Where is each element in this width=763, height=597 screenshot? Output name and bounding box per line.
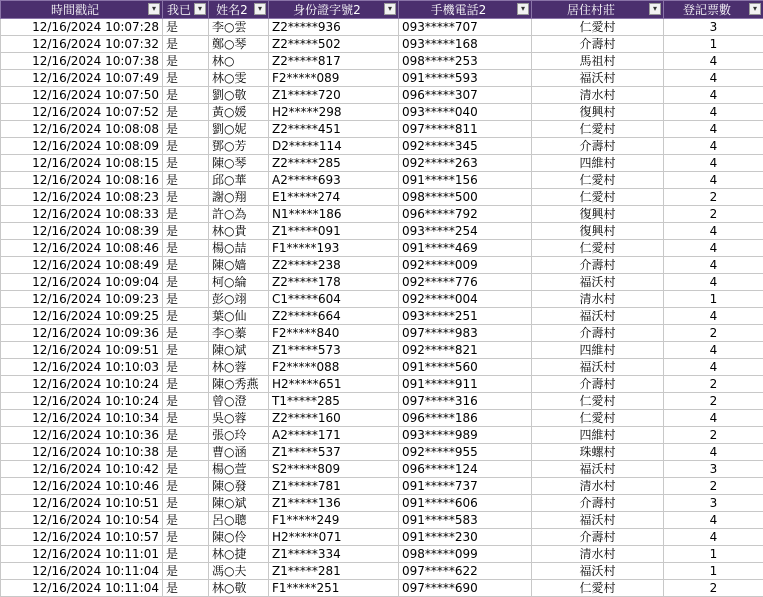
cell-phone[interactable]: 097*****622 [399, 563, 532, 580]
cell-village[interactable]: 仁愛村 [532, 580, 664, 597]
header-time-label: 時間戳記 [51, 2, 99, 18]
cell-phone[interactable]: 091*****737 [399, 478, 532, 495]
cell-phone[interactable]: 091*****911 [399, 376, 532, 393]
header-self[interactable] [163, 1, 209, 19]
cell-phone[interactable]: 091*****583 [399, 512, 532, 529]
cell-name[interactable]: 曾○澄 [209, 393, 269, 410]
cell-id[interactable]: Z1*****091 [269, 223, 399, 240]
cell-phone[interactable]: 092*****263 [399, 155, 532, 172]
table-row[interactable] [1, 189, 763, 206]
cell-self[interactable]: 是 [163, 87, 209, 104]
cell-id[interactable]: D2*****114 [269, 138, 399, 155]
table-row[interactable] [1, 580, 763, 597]
cell-self[interactable]: 是 [163, 172, 209, 189]
cell-votes[interactable]: 4 [664, 138, 763, 155]
cell-name[interactable]: 柯○綸 [209, 274, 269, 291]
cell-phone[interactable]: 092*****004 [399, 291, 532, 308]
header-village[interactable] [532, 1, 664, 19]
cell-time[interactable]: 12/16/2024 10:10:57 [1, 529, 163, 546]
cell-village[interactable]: 仁愛村 [532, 240, 664, 257]
cell-time[interactable]: 12/16/2024 10:09:36 [1, 325, 163, 342]
header-votes[interactable] [664, 1, 763, 19]
cell-votes[interactable]: 1 [664, 36, 763, 53]
cell-votes[interactable]: 4 [664, 155, 763, 172]
cell-votes[interactable]: 4 [664, 308, 763, 325]
table-row[interactable] [1, 393, 763, 410]
cell-name[interactable]: 劉○敬 [209, 87, 269, 104]
cell-village[interactable]: 仁愛村 [532, 172, 664, 189]
cell-village[interactable]: 復興村 [532, 104, 664, 121]
cell-id[interactable]: Z1*****136 [269, 495, 399, 512]
cell-phone[interactable]: 097*****983 [399, 325, 532, 342]
header-time[interactable] [1, 1, 163, 19]
cell-phone[interactable]: 093*****707 [399, 19, 532, 36]
cell-id[interactable]: H2*****071 [269, 529, 399, 546]
cell-self[interactable]: 是 [163, 427, 209, 444]
cell-phone[interactable]: 096*****186 [399, 410, 532, 427]
cell-self[interactable]: 是 [163, 19, 209, 36]
cell-phone[interactable]: 097*****690 [399, 580, 532, 597]
cell-name[interactable]: 陳○伶 [209, 529, 269, 546]
cell-phone[interactable]: 091*****560 [399, 359, 532, 376]
table-row[interactable] [1, 563, 763, 580]
table-row[interactable] [1, 512, 763, 529]
cell-votes[interactable]: 3 [664, 461, 763, 478]
cell-phone[interactable]: 092*****776 [399, 274, 532, 291]
cell-time[interactable]: 12/16/2024 10:10:24 [1, 393, 163, 410]
table-row[interactable] [1, 461, 763, 478]
cell-self[interactable]: 是 [163, 189, 209, 206]
cell-id[interactable]: Z1*****334 [269, 546, 399, 563]
table-row[interactable] [1, 104, 763, 121]
cell-id[interactable]: T1*****285 [269, 393, 399, 410]
cell-votes[interactable]: 4 [664, 529, 763, 546]
header-name-label: 姓名2 [216, 2, 248, 18]
cell-time[interactable]: 12/16/2024 10:07:38 [1, 53, 163, 70]
cell-self[interactable]: 是 [163, 342, 209, 359]
filter-dropdown-icon[interactable]: ▾ [384, 3, 396, 15]
cell-time[interactable]: 12/16/2024 10:09:04 [1, 274, 163, 291]
cell-phone[interactable]: 093*****989 [399, 427, 532, 444]
cell-self[interactable]: 是 [163, 512, 209, 529]
cell-time[interactable]: 12/16/2024 10:08:15 [1, 155, 163, 172]
cell-village[interactable]: 仁愛村 [532, 189, 664, 206]
table-row[interactable] [1, 240, 763, 257]
cell-name[interactable]: 林○捷 [209, 546, 269, 563]
table-row[interactable] [1, 342, 763, 359]
cell-self[interactable]: 是 [163, 495, 209, 512]
filter-dropdown-icon[interactable]: ▾ [649, 3, 661, 15]
cell-time[interactable]: 12/16/2024 10:07:28 [1, 19, 163, 36]
cell-id[interactable]: Z2*****664 [269, 308, 399, 325]
cell-id[interactable]: Z1*****573 [269, 342, 399, 359]
table-row[interactable] [1, 546, 763, 563]
cell-village[interactable]: 介壽村 [532, 325, 664, 342]
cell-self[interactable]: 是 [163, 546, 209, 563]
cell-self[interactable]: 是 [163, 121, 209, 138]
cell-phone[interactable]: 092*****345 [399, 138, 532, 155]
cell-name[interactable]: 楊○萱 [209, 461, 269, 478]
filter-dropdown-icon[interactable]: ▾ [517, 3, 529, 15]
cell-phone[interactable]: 092*****955 [399, 444, 532, 461]
cell-id[interactable]: H2*****651 [269, 376, 399, 393]
cell-village[interactable]: 清水村 [532, 291, 664, 308]
cell-time[interactable]: 12/16/2024 10:10:34 [1, 410, 163, 427]
table-row[interactable] [1, 155, 763, 172]
cell-votes[interactable]: 4 [664, 512, 763, 529]
cell-votes[interactable]: 4 [664, 342, 763, 359]
cell-id[interactable]: Z2*****451 [269, 121, 399, 138]
cell-village[interactable]: 清水村 [532, 546, 664, 563]
cell-votes[interactable]: 4 [664, 87, 763, 104]
cell-self[interactable]: 是 [163, 563, 209, 580]
cell-time[interactable]: 12/16/2024 10:07:32 [1, 36, 163, 53]
table-row[interactable] [1, 427, 763, 444]
cell-phone[interactable]: 093*****168 [399, 36, 532, 53]
cell-village[interactable]: 仁愛村 [532, 393, 664, 410]
cell-village[interactable]: 仁愛村 [532, 19, 664, 36]
cell-votes[interactable]: 4 [664, 70, 763, 87]
header-self-label: 我已 [167, 2, 191, 18]
cell-time[interactable]: 12/16/2024 10:08:08 [1, 121, 163, 138]
cell-village[interactable]: 福沃村 [532, 359, 664, 376]
cell-time[interactable]: 12/16/2024 10:08:46 [1, 240, 163, 257]
header-votes-label: 登記票數 [683, 2, 731, 18]
cell-self[interactable]: 是 [163, 206, 209, 223]
table-row[interactable] [1, 495, 763, 512]
cell-id[interactable]: C1*****604 [269, 291, 399, 308]
table-row[interactable] [1, 223, 763, 240]
cell-time[interactable]: 12/16/2024 10:11:04 [1, 563, 163, 580]
cell-id[interactable]: H2*****298 [269, 104, 399, 121]
cell-id[interactable]: Z1*****781 [269, 478, 399, 495]
cell-name[interactable]: 張○玲 [209, 427, 269, 444]
cell-votes[interactable]: 4 [664, 104, 763, 121]
cell-name[interactable]: 陳○嫱 [209, 257, 269, 274]
cell-votes[interactable]: 4 [664, 274, 763, 291]
cell-name[interactable]: 吳○蓉 [209, 410, 269, 427]
cell-votes[interactable]: 2 [664, 325, 763, 342]
cell-phone[interactable]: 093*****251 [399, 308, 532, 325]
cell-time[interactable]: 12/16/2024 10:09:25 [1, 308, 163, 325]
cell-name[interactable]: 劉○妮 [209, 121, 269, 138]
cell-votes[interactable]: 2 [664, 206, 763, 223]
table-row[interactable] [1, 274, 763, 291]
cell-votes[interactable]: 1 [664, 546, 763, 563]
cell-time[interactable]: 12/16/2024 10:08:33 [1, 206, 163, 223]
cell-id[interactable]: F2*****089 [269, 70, 399, 87]
cell-phone[interactable]: 092*****009 [399, 257, 532, 274]
cell-phone[interactable]: 096*****124 [399, 461, 532, 478]
table-row[interactable] [1, 410, 763, 427]
cell-name[interactable]: 李○蓁 [209, 325, 269, 342]
cell-phone[interactable]: 098*****253 [399, 53, 532, 70]
cell-id[interactable]: Z2*****160 [269, 410, 399, 427]
cell-village[interactable]: 復興村 [532, 206, 664, 223]
table-row[interactable] [1, 172, 763, 189]
cell-id[interactable]: Z2*****285 [269, 155, 399, 172]
filter-dropdown-icon[interactable]: ▾ [194, 3, 206, 15]
cell-time[interactable]: 12/16/2024 10:08:23 [1, 189, 163, 206]
table-row[interactable] [1, 36, 763, 53]
cell-id[interactable]: A2*****693 [269, 172, 399, 189]
cell-name[interactable]: 李○雲 [209, 19, 269, 36]
header-id[interactable] [269, 1, 399, 19]
table-row[interactable] [1, 291, 763, 308]
cell-self[interactable]: 是 [163, 325, 209, 342]
table-row[interactable] [1, 444, 763, 461]
cell-phone[interactable]: 096*****792 [399, 206, 532, 223]
header-name[interactable] [209, 1, 269, 19]
table-row[interactable] [1, 19, 763, 36]
cell-self[interactable]: 是 [163, 274, 209, 291]
cell-name[interactable]: 鄭○琴 [209, 36, 269, 53]
cell-name[interactable]: 陳○發 [209, 478, 269, 495]
cell-votes[interactable]: 3 [664, 495, 763, 512]
cell-phone[interactable]: 091*****230 [399, 529, 532, 546]
header-row-group [1, 1, 763, 19]
cell-votes[interactable]: 4 [664, 444, 763, 461]
table-row[interactable] [1, 121, 763, 138]
header-village-label: 居住村莊 [567, 2, 615, 18]
cell-time[interactable]: 12/16/2024 10:08:09 [1, 138, 163, 155]
cell-name[interactable]: 馮○夫 [209, 563, 269, 580]
table-row[interactable] [1, 308, 763, 325]
cell-time[interactable]: 12/16/2024 10:08:39 [1, 223, 163, 240]
cell-self[interactable]: 是 [163, 580, 209, 597]
cell-self[interactable]: 是 [163, 53, 209, 70]
cell-name[interactable]: 林○蓉 [209, 359, 269, 376]
cell-village[interactable]: 福沃村 [532, 274, 664, 291]
cell-self[interactable]: 是 [163, 155, 209, 172]
cell-self[interactable]: 是 [163, 461, 209, 478]
table-row[interactable] [1, 325, 763, 342]
cell-id[interactable]: Z2*****817 [269, 53, 399, 70]
cell-time[interactable]: 12/16/2024 10:09:23 [1, 291, 163, 308]
cell-village[interactable]: 介壽村 [532, 257, 664, 274]
cell-votes[interactable]: 2 [664, 393, 763, 410]
cell-village[interactable]: 四維村 [532, 155, 664, 172]
cell-id[interactable]: Z2*****178 [269, 274, 399, 291]
table-row[interactable] [1, 257, 763, 274]
table-row[interactable] [1, 70, 763, 87]
cell-self[interactable]: 是 [163, 529, 209, 546]
cell-village[interactable]: 福沃村 [532, 70, 664, 87]
cell-votes[interactable]: 4 [664, 121, 763, 138]
cell-name[interactable]: 彭○翊 [209, 291, 269, 308]
table-row[interactable] [1, 138, 763, 155]
cell-votes[interactable]: 4 [664, 240, 763, 257]
cell-time[interactable]: 12/16/2024 10:11:04 [1, 580, 163, 597]
header-phone-label: 手機電話2 [431, 2, 487, 18]
cell-name[interactable]: 葉○仙 [209, 308, 269, 325]
cell-votes[interactable]: 4 [664, 257, 763, 274]
cell-name[interactable]: 林○雯 [209, 70, 269, 87]
cell-name[interactable]: 楊○喆 [209, 240, 269, 257]
cell-votes[interactable]: 2 [664, 376, 763, 393]
table-row[interactable] [1, 359, 763, 376]
cell-time[interactable]: 12/16/2024 10:11:01 [1, 546, 163, 563]
cell-village[interactable]: 福沃村 [532, 563, 664, 580]
cell-name[interactable]: 林○敬 [209, 580, 269, 597]
cell-self[interactable]: 是 [163, 104, 209, 121]
cell-id[interactable]: S2*****809 [269, 461, 399, 478]
cell-village[interactable]: 福沃村 [532, 512, 664, 529]
cell-id[interactable]: A2*****171 [269, 427, 399, 444]
cell-time[interactable]: 12/16/2024 10:08:49 [1, 257, 163, 274]
cell-votes[interactable]: 2 [664, 580, 763, 597]
cell-id[interactable]: F1*****251 [269, 580, 399, 597]
cell-phone[interactable]: 091*****156 [399, 172, 532, 189]
cell-village[interactable]: 福沃村 [532, 308, 664, 325]
cell-self[interactable]: 是 [163, 70, 209, 87]
cell-time[interactable]: 12/16/2024 10:08:16 [1, 172, 163, 189]
cell-votes[interactable]: 2 [664, 427, 763, 444]
table-row[interactable] [1, 478, 763, 495]
cell-phone[interactable]: 098*****500 [399, 189, 532, 206]
cell-votes[interactable]: 2 [664, 189, 763, 206]
cell-name[interactable]: 陳○斌 [209, 342, 269, 359]
cell-self[interactable]: 是 [163, 291, 209, 308]
cell-phone[interactable]: 093*****254 [399, 223, 532, 240]
cell-time[interactable]: 12/16/2024 10:09:51 [1, 342, 163, 359]
cell-village[interactable]: 福沃村 [532, 461, 664, 478]
cell-village[interactable]: 復興村 [532, 223, 664, 240]
cell-phone[interactable]: 091*****469 [399, 240, 532, 257]
cell-id[interactable]: Z2*****238 [269, 257, 399, 274]
filter-dropdown-icon[interactable]: ▾ [254, 3, 266, 15]
filter-dropdown-icon[interactable]: ▾ [749, 3, 761, 15]
cell-name[interactable]: 林○ [209, 53, 269, 70]
cell-self[interactable]: 是 [163, 359, 209, 376]
cell-name[interactable]: 黃○媛 [209, 104, 269, 121]
cell-self[interactable]: 是 [163, 444, 209, 461]
cell-self[interactable]: 是 [163, 308, 209, 325]
cell-id[interactable]: N1*****186 [269, 206, 399, 223]
cell-votes[interactable]: 2 [664, 478, 763, 495]
cell-name[interactable]: 許○為 [209, 206, 269, 223]
cell-self[interactable]: 是 [163, 257, 209, 274]
cell-time[interactable]: 12/16/2024 10:10:24 [1, 376, 163, 393]
cell-name[interactable]: 呂○聰 [209, 512, 269, 529]
cell-name[interactable]: 鄧○芳 [209, 138, 269, 155]
cell-votes[interactable]: 4 [664, 359, 763, 376]
cell-phone[interactable]: 098*****099 [399, 546, 532, 563]
cell-phone[interactable]: 093*****040 [399, 104, 532, 121]
cell-time[interactable]: 12/16/2024 10:10:38 [1, 444, 163, 461]
cell-phone[interactable]: 091*****606 [399, 495, 532, 512]
cell-time[interactable]: 12/16/2024 10:10:46 [1, 478, 163, 495]
cell-votes[interactable]: 4 [664, 410, 763, 427]
cell-self[interactable]: 是 [163, 410, 209, 427]
cell-village[interactable]: 介壽村 [532, 529, 664, 546]
cell-self[interactable]: 是 [163, 393, 209, 410]
cell-self[interactable]: 是 [163, 138, 209, 155]
cell-name[interactable]: 謝○翔 [209, 189, 269, 206]
cell-village[interactable]: 清水村 [532, 478, 664, 495]
header-phone[interactable] [399, 1, 532, 19]
cell-id[interactable]: Z2*****502 [269, 36, 399, 53]
cell-village[interactable]: 四維村 [532, 427, 664, 444]
table-row[interactable] [1, 206, 763, 223]
cell-village[interactable]: 仁愛村 [532, 121, 664, 138]
cell-village[interactable]: 馬祖村 [532, 53, 664, 70]
cell-id[interactable]: Z1*****720 [269, 87, 399, 104]
header-row [1, 1, 763, 19]
cell-name[interactable]: 陳○秀燕 [209, 376, 269, 393]
cell-votes[interactable]: 4 [664, 172, 763, 189]
cell-time[interactable]: 12/16/2024 10:10:51 [1, 495, 163, 512]
cell-id[interactable]: F1*****193 [269, 240, 399, 257]
cell-time[interactable]: 12/16/2024 10:10:03 [1, 359, 163, 376]
cell-time[interactable]: 12/16/2024 10:07:49 [1, 70, 163, 87]
cell-votes[interactable]: 1 [664, 291, 763, 308]
table-row[interactable] [1, 53, 763, 70]
cell-self[interactable]: 是 [163, 36, 209, 53]
cell-village[interactable]: 介壽村 [532, 376, 664, 393]
cell-phone[interactable]: 097*****811 [399, 121, 532, 138]
cell-id[interactable]: F1*****249 [269, 512, 399, 529]
cell-name[interactable]: 陳○琴 [209, 155, 269, 172]
cell-time[interactable]: 12/16/2024 10:10:36 [1, 427, 163, 444]
cell-village[interactable]: 清水村 [532, 87, 664, 104]
cell-id[interactable]: Z2*****936 [269, 19, 399, 36]
cell-id[interactable]: Z1*****537 [269, 444, 399, 461]
cell-self[interactable]: 是 [163, 478, 209, 495]
header-id-label: 身份證字號2 [293, 2, 361, 18]
cell-village[interactable]: 介壽村 [532, 36, 664, 53]
cell-self[interactable]: 是 [163, 376, 209, 393]
table-row[interactable] [1, 529, 763, 546]
table-body [1, 19, 763, 597]
cell-phone[interactable]: 091*****593 [399, 70, 532, 87]
cell-village[interactable]: 四維村 [532, 342, 664, 359]
cell-self[interactable]: 是 [163, 223, 209, 240]
cell-phone[interactable]: 092*****821 [399, 342, 532, 359]
cell-id[interactable]: Z1*****281 [269, 563, 399, 580]
cell-name[interactable]: 曹○涵 [209, 444, 269, 461]
cell-time[interactable]: 12/16/2024 10:07:50 [1, 87, 163, 104]
cell-name[interactable]: 邱○華 [209, 172, 269, 189]
table-row[interactable] [1, 87, 763, 104]
cell-phone[interactable]: 097*****316 [399, 393, 532, 410]
cell-votes[interactable]: 1 [664, 563, 763, 580]
cell-time[interactable]: 12/16/2024 10:07:52 [1, 104, 163, 121]
cell-phone[interactable]: 096*****307 [399, 87, 532, 104]
cell-id[interactable]: F2*****088 [269, 359, 399, 376]
cell-time[interactable]: 12/16/2024 10:10:54 [1, 512, 163, 529]
cell-votes[interactable]: 4 [664, 53, 763, 70]
cell-village[interactable]: 介壽村 [532, 495, 664, 512]
cell-village[interactable]: 珠螺村 [532, 444, 664, 461]
cell-village[interactable]: 介壽村 [532, 138, 664, 155]
sort-filter-icon[interactable]: ▾ [148, 3, 160, 15]
cell-votes[interactable]: 4 [664, 223, 763, 240]
cell-name[interactable]: 林○貴 [209, 223, 269, 240]
cell-name[interactable]: 陳○斌 [209, 495, 269, 512]
cell-votes[interactable]: 3 [664, 19, 763, 36]
cell-self[interactable]: 是 [163, 240, 209, 257]
table-row[interactable] [1, 376, 763, 393]
cell-id[interactable]: E1*****274 [269, 189, 399, 206]
cell-time[interactable]: 12/16/2024 10:10:42 [1, 461, 163, 478]
cell-village[interactable]: 仁愛村 [532, 410, 664, 427]
cell-id[interactable]: F2*****840 [269, 325, 399, 342]
